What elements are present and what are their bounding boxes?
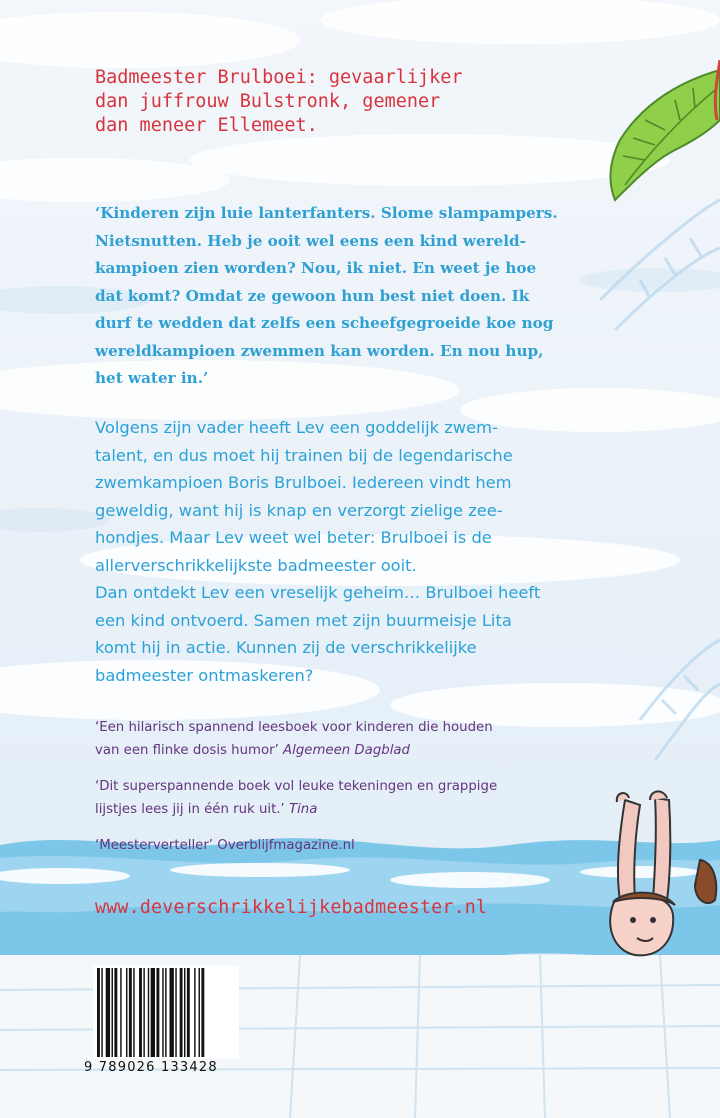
review-1 [95,716,655,762]
barcode-bar [101,968,102,1057]
barcode-bar [126,968,127,1057]
barcode-bar [194,968,195,1057]
review-1-source: Algemeen Dagblad [283,743,410,758]
review-1-text: ‘Een hilarisch spannend leesboek voor kinderen die houden van een flinke dosis humor’ [95,720,493,758]
book-blurb: Volgens zijn vader heeft Lev een goddelijk zwem- talent, en dus moet hij trainen bij de legendarische zwemkampioen Boris Brulboei. Iedereen vindt hem geweldig, want hij is knap en verzorgt zielige zee- hondjes. Maar Lev weet wel beter: Brulboei is de allerverschrikkelijkste badmeester ooit. Dan ontdekt Lev een vreselijk geheim… Brulboei heeft een kind ontvoerd. Samen met zijn buurmeisje Lita komt hij in actie. Kunnen zij de verschrikkelijke badmeester ontmaskeren? [95,418,541,685]
barcode-bars [93,966,239,1059]
barcode-bar [120,968,121,1057]
barcode-bar [165,968,166,1057]
review-2-source: Tina [288,802,318,817]
barcode-bar [156,968,159,1057]
review-2 [95,775,655,821]
review-2-text: ‘Dit superspannende boek vol leuke tekeningen en grappige lijstjes lees jij in één ruk uit.’ [95,779,498,817]
barcode-bar [148,968,149,1057]
barcode-bar [139,968,142,1057]
barcode-bar [129,968,132,1057]
barcode-bar [175,968,176,1057]
barcode-bar [112,968,113,1057]
barcode-bar [133,968,134,1057]
review-3 [95,834,655,857]
barcode-bar [184,968,185,1057]
barcode-bar [199,968,200,1057]
barcode-bar [180,968,183,1057]
review-3-text: ‘Meesterverteller’ Overblijfmagazine.nl [95,838,355,853]
barcode-bar [170,968,174,1057]
barcode-bar [162,968,163,1057]
barcode-bar [97,968,100,1057]
barcode-bar [106,968,110,1057]
barcode-bar [187,968,190,1057]
isbn-number: 9 789026 133428 [84,1060,218,1075]
review-quotes [95,716,655,870]
villain-quote: ‘Kinderen zijn luie lanterfanters. Slome slampampers. Nietsnutten. Heb je ooit wel eens een kind wereld- kampioen zien worden? Nou, ik niet. En weet je hoe dat komt? Omdat ze gewoon hun best niet doen. Ik durf te wedden dat zelfs een scheefgegroeide koe nog wereldkampioen zwemmen kan worden. En nou hup, het water in.’ [95,204,558,387]
palm-leaf-illustration [605,60,720,210]
barcode-bar [114,968,117,1057]
website-link[interactable]: www.deverschrikkelijkebadmeester.nl [95,897,488,918]
barcode-bar [143,968,144,1057]
barcode-bar [151,968,155,1057]
barcode-bar [201,968,204,1057]
barcode [93,966,239,1059]
tagline: Badmeester Brulboei: gevaarlijker dan juffrouw Bulstronk, gemener dan meneer Ellemeet. [95,67,463,136]
